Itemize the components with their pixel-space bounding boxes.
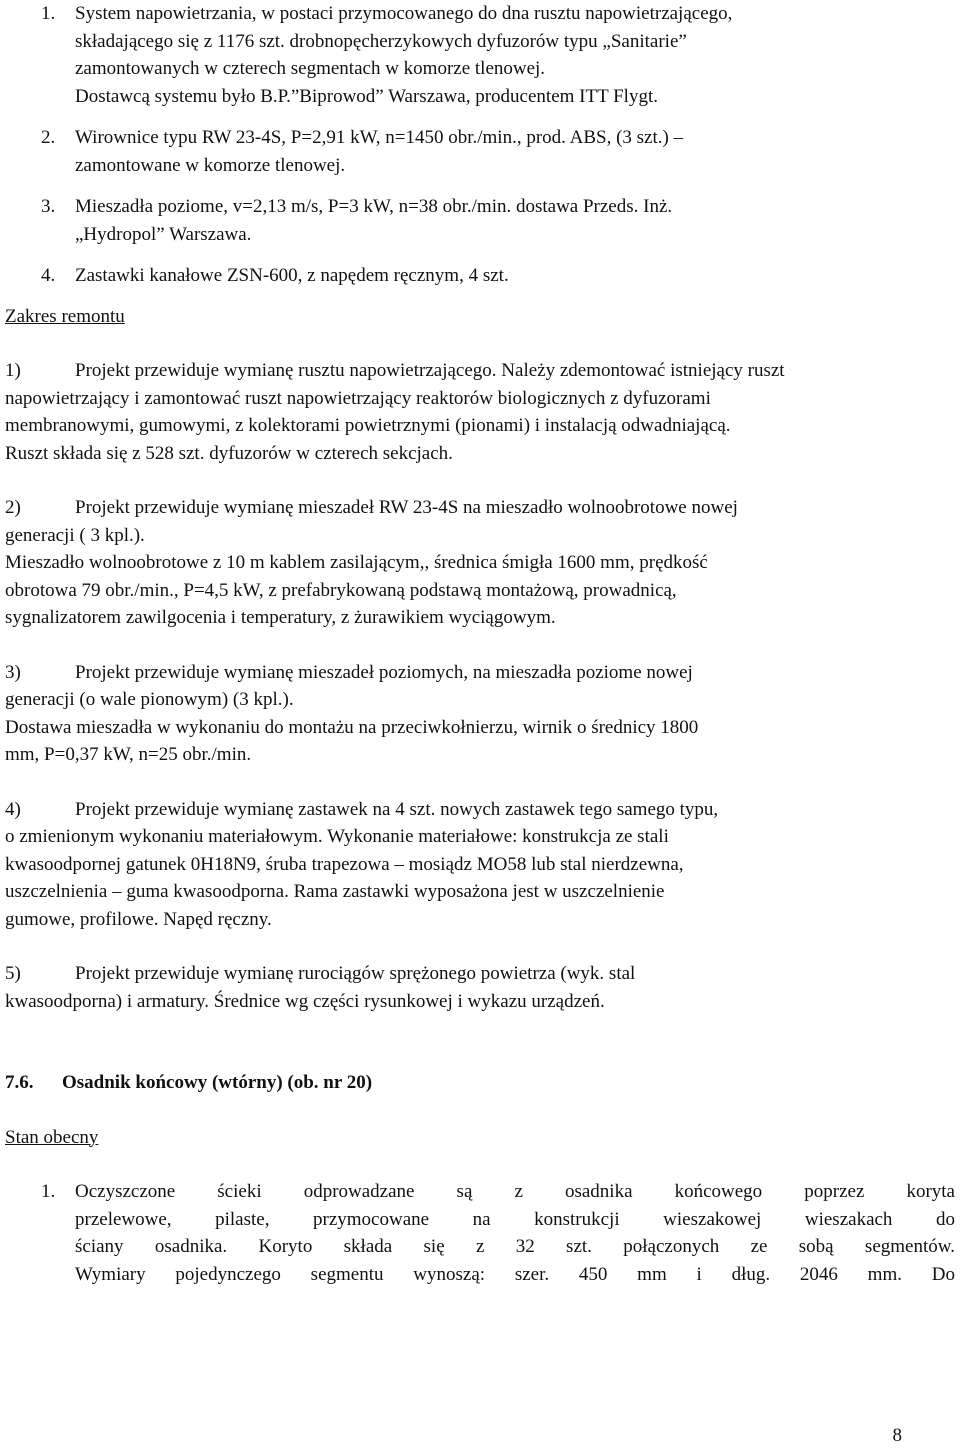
list-line: zamontowane w komorze tlenowej.	[75, 154, 346, 176]
list-number: 3.	[41, 196, 56, 217]
repair-line: generacji ( 3 kpl.).	[5, 524, 145, 546]
repair-item	[5, 659, 955, 769]
list-line: przelewowe, pilaste, przymocowane na konstrukcji wieszakowej wieszakach do	[75, 1208, 955, 1230]
list-number: 1.	[41, 1181, 56, 1202]
list-number: 4.	[41, 265, 56, 286]
repair-number: 3)	[5, 661, 21, 683]
section-heading-repair: Zakres remontu	[5, 305, 125, 327]
repair-item	[5, 494, 955, 632]
list-line: składającego się z 1176 szt. drobnopęcherzykowych dyfuzorów typu „Sanitarie”	[75, 30, 687, 52]
repair-number: 5)	[5, 963, 21, 984]
repair-line: kwasoodporna) i armatury. Średnice wg części rysunkowej i wykazu urządzeń.	[5, 990, 605, 1012]
repair-line: uszczelnienia – guma kwasoodporna. Rama zastawki wyposażona jest w uszczelnienie	[5, 881, 665, 902]
repair-line: generacji (o wale pionowym) (3 kpl.).	[5, 689, 294, 710]
repair-line: kwasoodpornej gatunek 0H18N9, śruba trapezowa – mosiądz MO58 lub stal nierdzewna,	[5, 853, 684, 875]
list-line: System napowietrzania, w postaci przymocowanego do dna rusztu napowietrzającego,	[75, 3, 733, 24]
repair-line: Ruszt składa się z 528 szt. dyfuzorów w czterech sekcjach.	[5, 442, 453, 464]
repair-line: sygnalizatorem zawilgocenia i temperatury, z żurawikiem wyciągowym.	[5, 607, 556, 628]
repair-line: Projekt przewiduje wymianę zastawek na 4 szt. nowych zastawek tego samego typu,	[75, 798, 719, 820]
list-line: „Hydropol” Warszawa.	[75, 223, 252, 245]
repair-line: obrotowa 79 obr./min., P=4,5 kW, z prefabrykowaną podstawą montażową, prowadnicą,	[5, 579, 677, 601]
list-item	[5, 124, 955, 179]
repair-number: 2)	[5, 497, 21, 518]
repair-line: membranowymi, gumowymi, z kolektorami powietrznymi (pionami) i instalacją odwadniającą.	[5, 415, 731, 436]
list-line: Dostawcą systemu było B.P.”Biprowod” Warszawa, producentem ITT Flygt.	[75, 85, 658, 107]
repair-number: 4)	[5, 798, 21, 820]
repair-line: Mieszadło wolnoobrotowe z 10 m kablem zasilającym,, średnica śmigła 1600 mm, prędkość	[5, 552, 708, 573]
repair-line: gumowe, profilowe. Napęd ręczny.	[5, 908, 272, 930]
list-line: zamontowanych w czterech segmentach w komorze tlenowej.	[75, 58, 546, 79]
chapter-heading	[5, 1069, 955, 1097]
repair-item	[5, 357, 955, 467]
repair-item	[5, 960, 955, 1015]
section-heading-current: Stan obecny	[5, 1126, 99, 1148]
list-line: ściany osadnika. Koryto składa się z 32 szt. połączonych ze sobą segmentów.	[75, 1236, 955, 1257]
repair-item	[5, 796, 955, 934]
repair-line: Projekt przewiduje wymianę rusztu napowietrzającego. Należy zdemontować istniejący ruszt	[75, 360, 785, 381]
repair-line: Dostawa mieszadła w wykonaniu do montażu na przeciwkołnierzu, wirnik o średnicy 1800	[5, 716, 699, 738]
list-item	[5, 1178, 955, 1288]
page-number: 8	[892, 1425, 902, 1446]
repair-line: Projekt przewiduje wymianę mieszadeł RW 23-4S na mieszadło wolnoobrotowe nowej	[75, 497, 738, 518]
list-line: Mieszadła poziome, v=2,13 m/s, P=3 kW, n=38 obr./min. dostawa Przeds. Inż.	[75, 196, 673, 217]
chapter-number: 7.6.	[5, 1072, 34, 1093]
repair-number: 1)	[5, 360, 21, 381]
repair-line: Projekt przewiduje wymianę mieszadeł poziomych, na mieszadła poziome nowej	[75, 661, 693, 683]
intro-list	[5, 0, 955, 290]
list-line: Wirownice typu RW 23-4S, P=2,91 kW, n=1450 obr./min., prod. ABS, (3 szt.) –	[75, 127, 684, 148]
list-line: Oczyszczone ścieki odprowadzane są z osadnika końcowego poprzez koryta	[75, 1181, 955, 1202]
repair-line: Projekt przewiduje wymianę rurociągów sprężonego powietrza (wyk. stal	[75, 963, 636, 984]
list-line: Wymiary pojedynczego segmentu wynoszą: szer. 450 mm i dług. 2046 mm. Do	[75, 1263, 955, 1285]
final-list	[5, 1178, 955, 1288]
document-page	[5, 0, 955, 1288]
list-number: 1.	[41, 3, 56, 24]
list-item	[5, 262, 955, 290]
list-item	[5, 193, 955, 248]
chapter-title: Osadnik końcowy (wtórny) (ob. nr 20)	[62, 1072, 373, 1093]
repair-line: o zmienionym wykonaniu materiałowym. Wykonanie materiałowe: konstrukcja ze stali	[5, 826, 669, 847]
list-line: Zastawki kanałowe ZSN-600, z napędem ręcznym, 4 szt.	[75, 265, 509, 286]
list-number: 2.	[41, 127, 56, 148]
repair-line: mm, P=0,37 kW, n=25 obr./min.	[5, 744, 252, 765]
list-item	[5, 0, 955, 110]
repair-line: napowietrzający i zamontować ruszt napowietrzający reaktorów biologicznych z dyfuzorami	[5, 387, 711, 409]
